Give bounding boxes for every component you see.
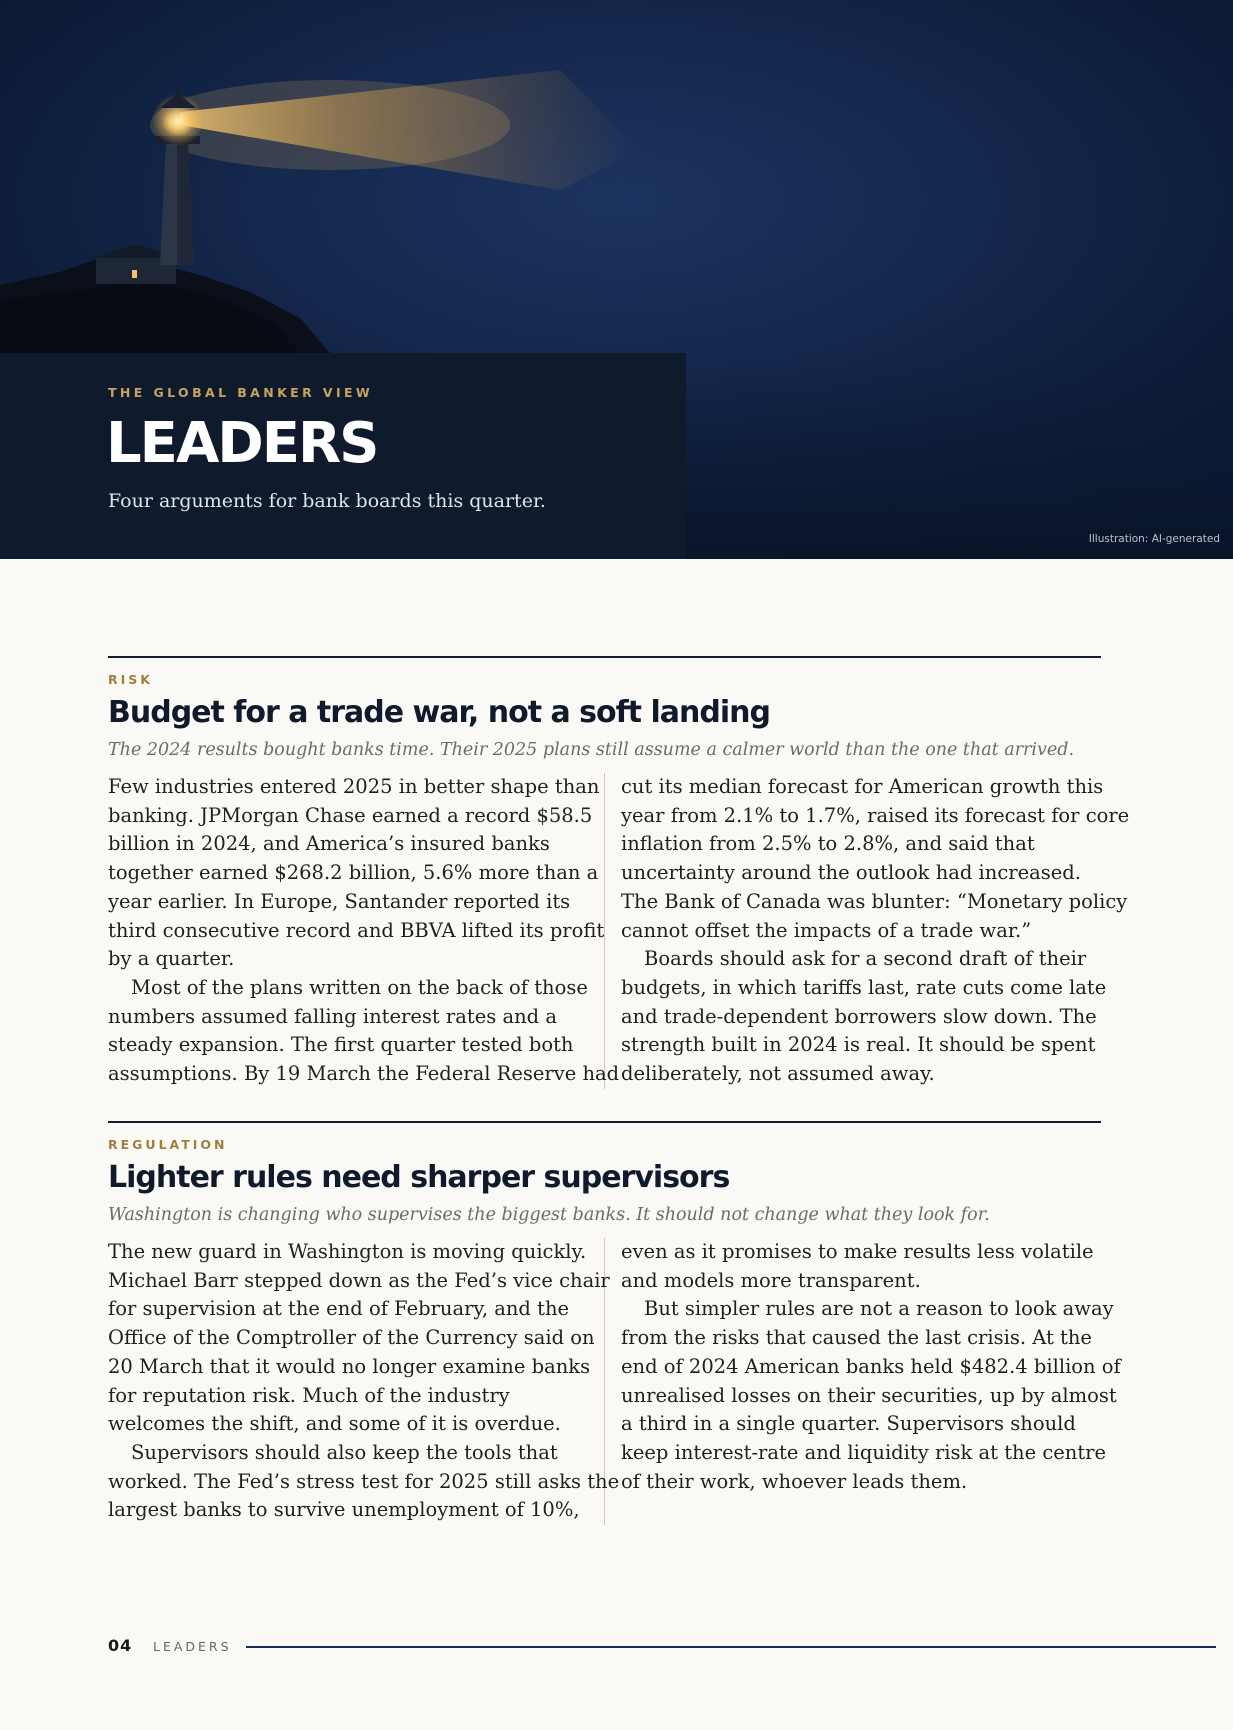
body-line: Few industries entered 2025 in better shape than bbox=[108, 775, 600, 798]
body-line: and trade-dependent borrowers slow down. The bbox=[621, 1004, 1097, 1028]
hero-kicker: THE GLOBAL BANKER VIEW bbox=[108, 385, 374, 400]
body-line: end of 2024 American banks held $482.4 billion of bbox=[621, 1354, 1121, 1378]
body-line: inflation from 2.5% to 2.8%, and said that bbox=[621, 832, 1035, 856]
body-line: numbers assumed falling interest rates and a bbox=[108, 1004, 557, 1028]
body-line: year earlier. In Europe, Santander reported its bbox=[108, 889, 571, 913]
article-deck: Washington is changing who supervises the biggest banks. It should not change what they look for. bbox=[108, 1205, 990, 1225]
body-line: billion in 2024, and America’s insured banks bbox=[108, 832, 550, 856]
body-line: for reputation risk. Much of the industry bbox=[108, 1383, 510, 1407]
page-title: LEADERS bbox=[106, 411, 378, 476]
body-line: together earned $268.2 billion, 5.6% more than a bbox=[108, 861, 599, 885]
body-line: welcomes the shift, and some of it is overdue. bbox=[108, 1412, 561, 1436]
article-headline: Budget for a trade war, not a soft landing bbox=[108, 695, 770, 730]
body-line: largest banks to survive unemployment of 10%, bbox=[108, 1498, 580, 1522]
body-line: banking. JPMorgan Chase earned a record $58.5 bbox=[108, 803, 593, 827]
body-line: for supervision at the end of February, and the bbox=[108, 1297, 570, 1321]
body-line: But simpler rules are not a reason to look away bbox=[644, 1297, 1114, 1321]
body-column-left bbox=[108, 1238, 620, 1525]
body-line: worked. The Fed’s stress test for 2025 still asks the bbox=[108, 1469, 620, 1493]
body-line: strength built in 2024 is real. It should be spent bbox=[621, 1033, 1096, 1057]
article-regulation bbox=[108, 1121, 1121, 1525]
article-risk bbox=[108, 656, 1130, 1089]
body-line: Michael Barr stepped down as the Fed’s vice chair bbox=[108, 1268, 610, 1292]
footer-rule bbox=[246, 1646, 1216, 1648]
article-deck: The 2024 results bought banks time. Their 2025 plans still assume a calmer world than the one that arrived. bbox=[108, 740, 1075, 760]
image-credit: Illustration: AI-generated bbox=[1088, 533, 1220, 545]
body-line: deliberately, not assumed away. bbox=[621, 1062, 935, 1086]
hero-standfirst: Four arguments for bank boards this quarter. bbox=[108, 490, 546, 512]
body-column-right bbox=[605, 773, 1130, 1089]
footer-section-name: LEADERS bbox=[153, 1639, 232, 1654]
body-line: year from 2.1% to 1.7%, raised its forecast for core bbox=[621, 803, 1130, 827]
page-number: 04 bbox=[108, 1636, 133, 1655]
body-line: unrealised losses on their securities, up by almost bbox=[621, 1383, 1117, 1407]
body-column-left bbox=[108, 773, 620, 1089]
body-line: Boards should ask for a second draft of their bbox=[644, 947, 1087, 971]
article-top-rule bbox=[108, 1121, 1101, 1123]
body-line: even as it promises to make results less volatile bbox=[621, 1240, 1094, 1263]
body-line: 20 March that it would no longer examine banks bbox=[108, 1354, 591, 1378]
body-line: from the risks that caused the last crisis. At the bbox=[621, 1326, 1092, 1350]
article-headline: Lighter rules need sharper supervisors bbox=[108, 1160, 730, 1195]
body-line: and models more transparent. bbox=[621, 1268, 921, 1292]
body-line: keep interest-rate and liquidity risk at the centre bbox=[621, 1440, 1107, 1464]
body-line: uncertainty around the outlook had increased. bbox=[621, 861, 1081, 885]
section-label: RISK bbox=[108, 672, 153, 687]
body-line: The new guard in Washington is moving quickly. bbox=[108, 1240, 587, 1263]
section-label: REGULATION bbox=[108, 1137, 228, 1152]
body-column-right bbox=[605, 1238, 1121, 1525]
body-line: a third in a single quarter. Supervisors should bbox=[621, 1412, 1076, 1436]
body-line: steady expansion. The first quarter tested both bbox=[108, 1033, 574, 1057]
body-line: by a quarter. bbox=[108, 947, 235, 971]
body-line: third consecutive record and BBVA lifted its profit bbox=[108, 918, 605, 942]
body-line: assumptions. By 19 March the Federal Reserve had bbox=[108, 1062, 620, 1086]
body-columns bbox=[108, 1238, 1121, 1525]
body-line: cut its median forecast for American growth this bbox=[621, 775, 1104, 798]
hero-banner bbox=[0, 0, 1233, 559]
body-line: The Bank of Canada was blunter: “Monetary policy bbox=[621, 889, 1128, 913]
body-line: budgets, in which tariffs last, rate cuts come late bbox=[621, 975, 1107, 999]
body-line: Office of the Comptroller of the Currency said on bbox=[108, 1326, 595, 1350]
body-columns bbox=[108, 773, 1130, 1089]
body-line: cannot offset the impacts of a trade war.” bbox=[621, 918, 1032, 942]
body-line: Most of the plans written on the back of those bbox=[131, 975, 588, 999]
body-line: Supervisors should also keep the tools that bbox=[131, 1440, 558, 1464]
article-top-rule bbox=[108, 656, 1101, 658]
page-footer bbox=[108, 1636, 1216, 1658]
body-line: of their work, whoever leads them. bbox=[621, 1469, 968, 1493]
